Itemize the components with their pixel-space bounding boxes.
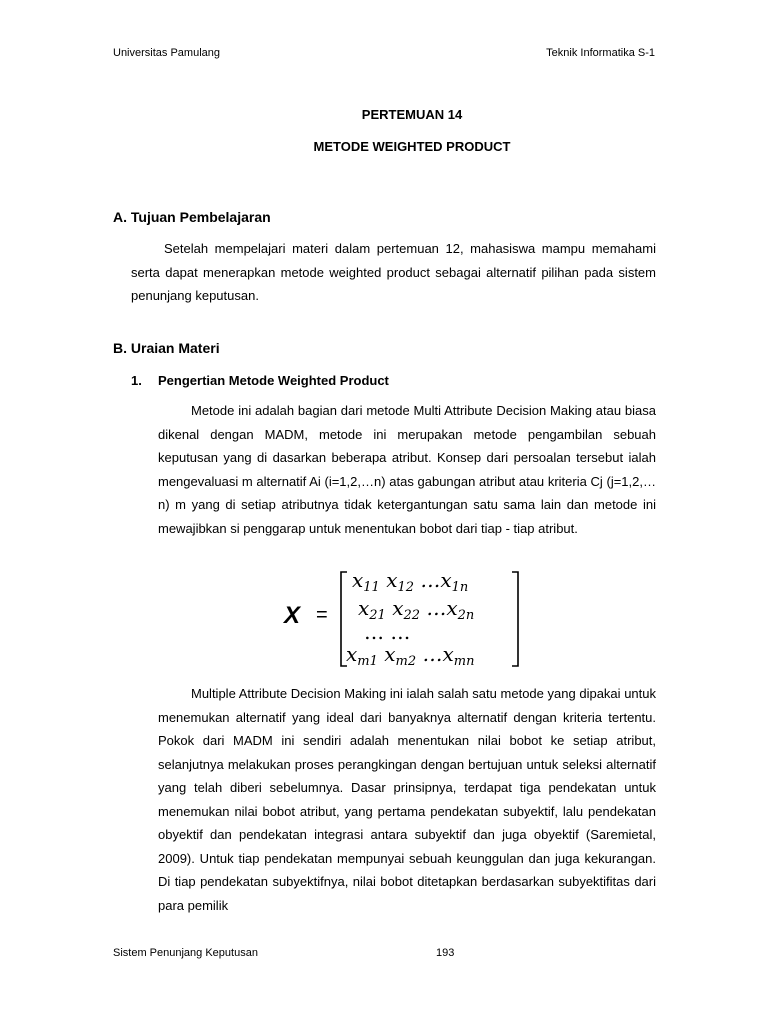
section-b-heading: B. Uraian Materi — [113, 340, 220, 356]
footer-left: Sistem Penunjang Keputusan — [113, 947, 258, 959]
paragraph-madm-detail: Multiple Attribute Decision Making ini ialah salah satu metode yang dipakai untuk menemukan alternatif yang ideal dari banyaknya alternatif dengan kriteria tertentu. Pokok dari MADM ini sendiri adalah menentukan nilai bobot ke setiap atribut, selanjutnya melakukan proses perangkingan dengan bertujuan untuk seleksi alternatif yang telah diberi sebelumnya. Dasar prinsipnya, terdapat tiga pendekatan untuk menemukan nilai bobot atribut, yang pertama pendekatan subyektif, lalu pendekatan obyektif dan pendekatan integrasi antara subyektif dan juga obyektif (Saremietal, 2009). Untuk tiap pendekatan mempunyai sebuah keunggulan dan juga kekurangan. Di tiap pendekatan subyektifnya, nilai bobot ditetapkan berdasarkan subyektifitas dari para pemilik — [158, 686, 656, 913]
matrix-equals: = — [316, 604, 328, 626]
section-a-heading: A. Tujuan Pembelajaran — [113, 209, 271, 225]
header-left: Universitas Pamulang — [113, 47, 220, 59]
matrix-row-2: $x_{21}$ $x_{22}$ $\dots x_{2n}$ — [358, 596, 475, 623]
subsection-number: 1. — [131, 373, 142, 388]
page-number: 193 — [436, 947, 455, 959]
matrix-label: X — [284, 602, 301, 629]
matrix-row-4: $x_{m1}$ $x_{m2}$ $\dots x_{mn}$ — [346, 642, 475, 669]
section-a-paragraph: Setelah mempelajari materi dalam pertemuan 12, mahasiswa mampu memahami serta dapat menerapkan metode weighted product sebagai alternatif pilihan pada sistem penunjang keputusan. — [131, 241, 656, 303]
page-title: PERTEMUAN 14 — [361, 107, 463, 122]
page-subtitle: METODE WEIGHTED PRODUCT — [313, 139, 511, 154]
right-bracket — [512, 572, 518, 666]
paragraph-madm-intro: Metode ini adalah bagian dari metode Multi Attribute Decision Making atau biasa dikenal dengan MADM, metode ini merupakan metode pengambilan sebuah keputusan yang di dasarkan beberapa atribut. Konsep dari persoalan tersebut ialah mengevaluasi m alternatif Ai (i=1,2,…n) atas gabungan atribut atau kriteria Cj (j=1,2,…n) m yang di setiap atributnya tidak ketergantungan satu sama lain dan metode ini mewajibkan si penggarap untuk menentukan bobot dari tiap - tiap atribut. — [158, 403, 656, 536]
matrix-row-3: … … — [364, 620, 411, 644]
subsection-title: Pengertian Metode Weighted Product — [158, 373, 389, 388]
header-right: Teknik Informatika S-1 — [546, 47, 655, 59]
matrix-row-1: $x_{11}$ $x_{12}$ $\dots x_{1n}$ — [352, 568, 469, 595]
